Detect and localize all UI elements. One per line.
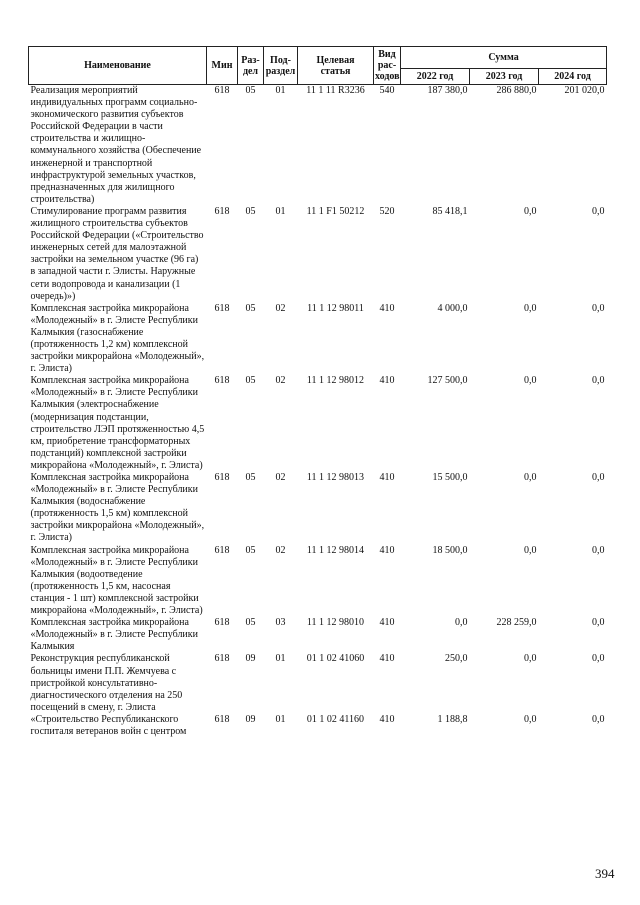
cell-target-article: 11 1 12 98012 — [306, 375, 365, 387]
header-target-article: Целевая статья — [298, 47, 374, 85]
cell-podrazdel: 03 — [275, 617, 286, 629]
cell-razdel: 05 — [245, 375, 256, 387]
cell-min: 618 — [214, 472, 230, 483]
cell-razdel: 05 — [245, 205, 256, 217]
cell-2023: 228 259,0 — [496, 617, 537, 629]
cell-expense-type: 410 — [379, 302, 395, 314]
cell-razdel: 05 — [245, 544, 256, 556]
cell-2024: 0,0 — [592, 544, 605, 556]
cell-podrazdel: 02 — [275, 544, 286, 556]
cell-2022: 127 500,0 — [427, 375, 468, 387]
cell-2024: 0,0 — [592, 617, 605, 629]
cell-2023: 0,0 — [524, 544, 537, 556]
cell-2022: 18 500,0 — [432, 544, 468, 556]
cell-min: 618 — [214, 544, 230, 556]
cell-expense-type: 410 — [379, 472, 395, 483]
cell-podrazdel: 02 — [275, 472, 286, 483]
cell-podrazdel: 02 — [275, 375, 286, 387]
cell-podrazdel: 01 — [275, 85, 286, 96]
cell-target-article: 01 1 02 41060 — [306, 653, 365, 665]
cell-target-article: 11 1 12 98010 — [306, 617, 365, 629]
cell-2022: 4 000,0 — [437, 302, 468, 314]
cell-min: 618 — [214, 302, 230, 314]
budget-table — [28, 46, 607, 738]
cell-2023: 286 880,0 — [496, 85, 537, 96]
table-row — [29, 617, 607, 653]
cell-target-article: 11 1 12 98011 — [307, 302, 364, 314]
cell-expense-type: 540 — [379, 85, 395, 96]
cell-target-article: 11 1 F1 50212 — [306, 205, 365, 217]
page-number: 394 — [595, 866, 615, 881]
cell-2022: 15 500,0 — [432, 472, 468, 483]
cell-name: Комплексная застройка микрорайона «Молодежный» в г. Элисте Республики Калмыкия — [30, 617, 198, 653]
cell-2023: 0,0 — [524, 713, 537, 725]
cell-name: Комплексная застройка микрорайона «Молодежный» в г. Элисте Республики Калмыкия (электроснабжение (модернизация подстанции, строительство ЛЭП протяженностью 4,5 км, приобретение трансформаторных подстанций) комплексной застройки микрорайона «Молодежный», г. Элиста) — [30, 375, 205, 471]
header-min: Мин — [207, 47, 238, 85]
header-2024: 2024 год — [539, 69, 607, 85]
cell-razdel: 05 — [245, 85, 256, 96]
cell-min: 618 — [214, 85, 230, 96]
table-row — [29, 545, 607, 618]
header-razdel: Раз- дел — [238, 47, 264, 85]
header-name: Наименование — [29, 47, 207, 85]
cell-2022: 187 380,0 — [427, 85, 468, 96]
cell-podrazdel: 01 — [275, 205, 286, 217]
header-sum: Сумма — [401, 47, 607, 69]
cell-target-article: 11 1 12 98013 — [306, 472, 365, 483]
cell-name: Комплексная застройка микрорайона «Молодежный» в г. Элисте Республики Калмыкия (газоснабжение (протяженность 1,2 км) комплексной застройки микрорайона «Молодежный», г. Элиста) — [30, 302, 205, 375]
cell-expense-type: 520 — [379, 205, 395, 217]
cell-expense-type: 410 — [379, 544, 395, 556]
cell-2024: 0,0 — [592, 472, 605, 483]
cell-name: Реализация мероприятий индивидуальных программ социально-экономического развития субъектов Российской Федерации в части строительства и жилищно-коммунального хозяйства (Обеспечение инженерной и транспортной инфраструктурой земельных участков, предназначенных для жилищного строительства) — [30, 85, 202, 205]
cell-podrazdel: 01 — [275, 653, 286, 665]
cell-expense-type: 410 — [379, 653, 395, 665]
table-row — [29, 653, 607, 713]
cell-expense-type: 410 — [379, 713, 395, 725]
cell-2022: 85 418,1 — [432, 205, 468, 217]
cell-name: Комплексная застройка микрорайона «Молодежный» в г. Элисте Республики Калмыкия (водоснабжение (протяженность 1,5 км) комплексной застройки микрорайона «Молодежный», г. Элиста) — [30, 472, 205, 544]
cell-expense-type: 410 — [379, 617, 395, 629]
cell-target-article: 11 1 11 R3236 — [306, 85, 365, 96]
cell-2022: 250,0 — [445, 653, 468, 665]
cell-razdel: 05 — [245, 302, 256, 314]
table-row — [29, 714, 607, 738]
cell-min: 618 — [214, 653, 230, 665]
cell-2022: 1 188,8 — [437, 713, 468, 725]
cell-razdel: 09 — [245, 653, 256, 665]
cell-min: 618 — [214, 713, 230, 725]
cell-min: 618 — [214, 205, 230, 217]
cell-2023: 0,0 — [524, 375, 537, 387]
cell-podrazdel: 01 — [275, 713, 286, 725]
cell-min: 618 — [214, 617, 230, 629]
cell-2023: 0,0 — [524, 472, 537, 483]
table-row — [29, 85, 607, 206]
cell-2024: 201 020,0 — [564, 85, 605, 96]
header-2023: 2023 год — [470, 69, 539, 85]
table-row — [29, 303, 607, 376]
header-2022: 2022 год — [401, 69, 470, 85]
header-podrazdel: Под- раздел — [264, 47, 298, 85]
cell-name: «Строительство Республиканского госпиталя ветеранов войн с центром — [30, 713, 187, 737]
table-row — [29, 472, 607, 545]
cell-2023: 0,0 — [524, 205, 537, 217]
cell-2023: 0,0 — [524, 653, 537, 665]
cell-name: Стимулирование программ развития жилищного строительства субъектов Российской Федерации («Строительство инженерных сетей для малоэтажной застройки на земельном участке (96 га) в западной части г. Элисты. Наружные сети водопровода и канализации (1 очередь)») — [30, 205, 204, 302]
cell-razdel: 05 — [245, 617, 256, 629]
cell-target-article: 11 1 12 98014 — [306, 544, 365, 556]
cell-podrazdel: 02 — [275, 302, 286, 314]
cell-2024: 0,0 — [592, 713, 605, 725]
cell-2024: 0,0 — [592, 205, 605, 217]
table-row — [29, 375, 607, 472]
cell-razdel: 09 — [245, 713, 256, 725]
header-expense-type: Вид рас- ходов — [374, 47, 401, 85]
cell-2024: 0,0 — [592, 302, 605, 314]
cell-min: 618 — [214, 375, 230, 387]
cell-2022: 0,0 — [455, 617, 468, 629]
table-row — [29, 206, 607, 303]
cell-name: Комплексная застройка микрорайона «Молодежный» в г. Элисте Республики Калмыкия (водоотведение (протяженность 1,5 км, насосная станция - 1 шт) комплексной застройки микрорайона «Молодежный», г. Элиста) — [30, 544, 203, 617]
cell-name: Реконструкция республиканской больницы имени П.П. Жемчуева с пристройкой консультативно-диагностического отделения на 250 посещений в смену, г. Элиста — [30, 653, 183, 713]
cell-2023: 0,0 — [524, 302, 537, 314]
cell-2024: 0,0 — [592, 653, 605, 665]
cell-2024: 0,0 — [592, 375, 605, 387]
cell-razdel: 05 — [245, 472, 256, 483]
cell-expense-type: 410 — [379, 375, 395, 387]
cell-target-article: 01 1 02 41160 — [306, 713, 365, 725]
